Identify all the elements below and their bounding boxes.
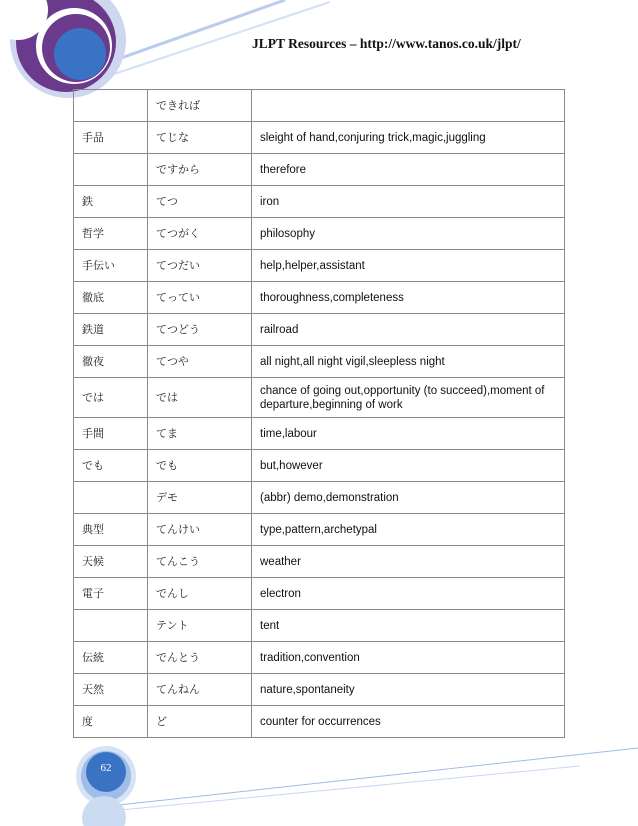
kana-cell: てつ (148, 186, 252, 218)
kanji-cell: 天然 (74, 674, 148, 706)
kana-cell: てじな (148, 122, 252, 154)
table-row (74, 546, 565, 578)
meaning-cell: railroad (252, 314, 565, 346)
table-row (74, 642, 565, 674)
meaning-cell: but,however (252, 450, 565, 482)
table-row (74, 186, 565, 218)
table-row (74, 122, 565, 154)
table-row (74, 482, 565, 514)
page-number: 62 (100, 762, 112, 774)
meaning-cell: nature,spontaneity (252, 674, 565, 706)
kana-cell: てつだい (148, 250, 252, 282)
meaning-cell: weather (252, 546, 565, 578)
kanji-cell: 鉄 (74, 186, 148, 218)
kanji-cell: 手伝い (74, 250, 148, 282)
kana-cell: でんし (148, 578, 252, 610)
meaning-cell: tradition,convention (252, 642, 565, 674)
kanji-cell: 度 (74, 706, 148, 738)
meaning-cell: electron (252, 578, 565, 610)
meaning-cell: philosophy (252, 218, 565, 250)
blue-circles-icon (0, 736, 638, 826)
kana-cell: できれば (148, 90, 252, 122)
table-row (74, 90, 565, 122)
meaning-cell: sleight of hand,conjuring trick,magic,juggling (252, 122, 565, 154)
table-row (74, 314, 565, 346)
kanji-cell (74, 154, 148, 186)
kanji-cell (74, 482, 148, 514)
kana-cell: てま (148, 418, 252, 450)
meaning-cell: iron (252, 186, 565, 218)
kana-cell: テント (148, 610, 252, 642)
kana-cell: ど (148, 706, 252, 738)
table-row (74, 378, 565, 418)
table-row (74, 346, 565, 378)
kanji-cell (74, 90, 148, 122)
kana-cell: てつがく (148, 218, 252, 250)
kanji-cell: 手品 (74, 122, 148, 154)
table-row (74, 578, 565, 610)
table-row (74, 610, 565, 642)
kana-cell: てつや (148, 346, 252, 378)
kana-cell: ですから (148, 154, 252, 186)
kana-cell: でも (148, 450, 252, 482)
kanji-cell: 徹底 (74, 282, 148, 314)
kana-cell: デモ (148, 482, 252, 514)
table-row (74, 450, 565, 482)
kana-cell: では (148, 378, 252, 418)
kanji-cell: 鉄道 (74, 314, 148, 346)
kanji-cell: 徹夜 (74, 346, 148, 378)
meaning-cell (252, 90, 565, 122)
meaning-cell: chance of going out,opportunity (to succeed),moment of departure,beginning of work (252, 378, 565, 418)
meaning-cell: counter for occurrences (252, 706, 565, 738)
kana-cell: てってい (148, 282, 252, 314)
table-row (74, 418, 565, 450)
kanji-cell: 伝統 (74, 642, 148, 674)
kanji-cell: 哲学 (74, 218, 148, 250)
table-row (74, 250, 565, 282)
table-row (74, 514, 565, 546)
kana-cell: でんとう (148, 642, 252, 674)
table-row (74, 154, 565, 186)
meaning-cell: all night,all night vigil,sleepless night (252, 346, 565, 378)
meaning-cell: help,helper,assistant (252, 250, 565, 282)
kanji-cell: 典型 (74, 514, 148, 546)
kanji-cell (74, 610, 148, 642)
table-row (74, 706, 565, 738)
meaning-cell: therefore (252, 154, 565, 186)
meaning-cell: tent (252, 610, 565, 642)
table-row (74, 282, 565, 314)
meaning-cell: type,pattern,archetypal (252, 514, 565, 546)
meaning-cell: thoroughness,completeness (252, 282, 565, 314)
kanji-cell: では (74, 378, 148, 418)
meaning-cell: (abbr) demo,demonstration (252, 482, 565, 514)
kana-cell: てんねん (148, 674, 252, 706)
vocabulary-table-body (74, 90, 565, 738)
kanji-cell: でも (74, 450, 148, 482)
kanji-cell: 天候 (74, 546, 148, 578)
kana-cell: てんこう (148, 546, 252, 578)
table-row (74, 674, 565, 706)
kana-cell: てんけい (148, 514, 252, 546)
kanji-cell: 電子 (74, 578, 148, 610)
vocabulary-table (73, 89, 565, 738)
kana-cell: てつどう (148, 314, 252, 346)
page-header-title: JLPT Resources – http://www.tanos.co.uk/jlpt/ (252, 36, 521, 51)
table-row (74, 218, 565, 250)
meaning-cell: time,labour (252, 418, 565, 450)
kanji-cell: 手間 (74, 418, 148, 450)
